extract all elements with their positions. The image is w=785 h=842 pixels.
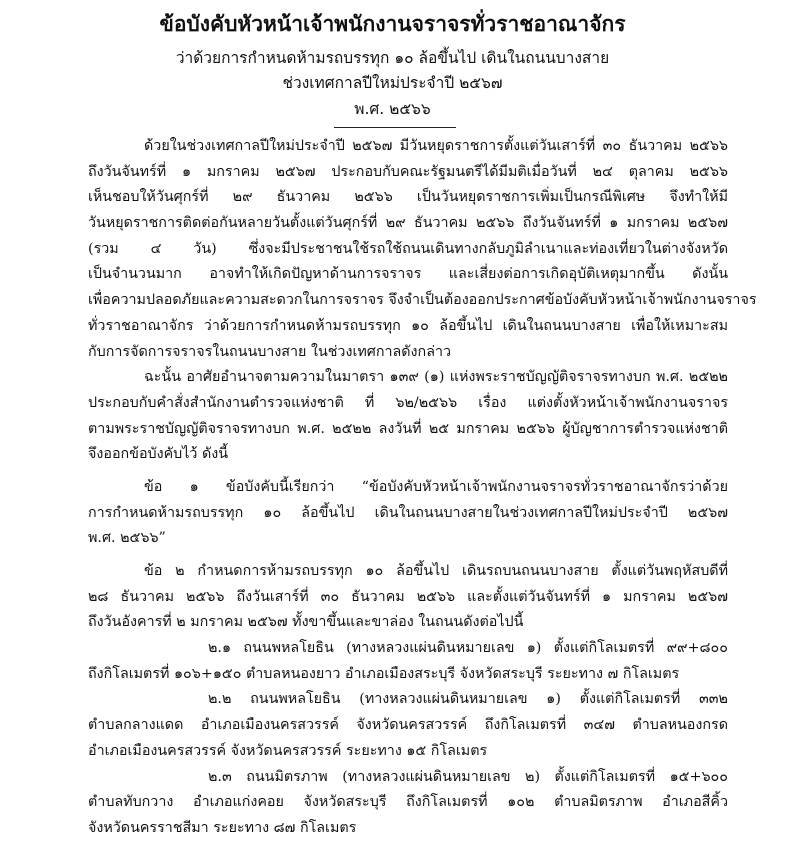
paragraph-clause-2-3 — [88, 765, 728, 842]
paragraph-authority — [88, 365, 728, 468]
text-line: จังหวัดนครราชสีมา ระยะทาง ๘๗ กิโลเมตร — [88, 819, 357, 836]
document-year: พ.ศ. ๒๕๖๖ — [354, 100, 431, 118]
text-line: ๒.๒ ถนนพหลโยธิน (ทางหลวงแผ่นดินหมายเลข ๑) ตั้งแต่กิโลเมตรที่ ๓๓๒ — [208, 691, 728, 708]
text-line: ทั่วราชอาณาจักร ว่าด้วยการกำหนดห้ามรถบรรทุก ๑๐ ล้อขึ้นไป เดินในถนนบางสาย เพื่อให้เหมาะสม — [88, 317, 728, 334]
text-line: ตำบลทับกวาง อำเภอแก่งคอย จังหวัดสระบุรี ถึงกิโลเมตรที่ ๑๐๒ ตำบลมิตรภาพ อำเภอสีคิ้ว — [88, 794, 728, 811]
document-period: ช่วงเทศกาลปีใหม่ประจำปี ๒๕๖๗ — [282, 74, 503, 92]
text-line: ฉะนั้น อาศัยอำนาจตามความในมาตรา ๑๓๙ (๑) แห่งพระราชบัญญัติจราจรทางบก พ.ศ. ๒๕๒๒ — [144, 369, 728, 386]
text-line: ถึงวันอังคารที่ ๒ มกราคม ๒๕๖๗ ทั้งขาขึ้นและขาล่อง ในถนนดังต่อไปนี้ — [88, 614, 524, 631]
text-line: จึงออกข้อบังคับไว้ ดังนี้ — [88, 446, 229, 463]
text-line: ๒๘ ธันวาคม ๒๕๖๖ ถึงวันเสาร์ที่ ๓๐ ธันวาคม ๒๕๖๖ และตั้งแต่วันจันทร์ที่ ๑ มกราคม ๒๕๖๗ — [88, 588, 728, 605]
title-divider — [334, 127, 456, 128]
text-line: การกำหนดห้ามรถบรรทุก ๑๐ ล้อขึ้นไป เดินในถนนบางสายในช่วงเทศกาลปีใหม่ประจำปี ๒๕๖๗ — [88, 504, 728, 521]
text-line: ข้อ ๑ ข้อบังคับนี้เรียกว่า “ข้อบังคับหัวหน้าเจ้าพนักงานจราจรทั่วราชอาณาจักรว่าด้วย — [144, 478, 728, 495]
text-line: เห็นชอบให้วันศุกร์ที่ ๒๙ ธันวาคม ๒๕๖๖ เป็นวันหยุดราชการเพิ่มเป็นกรณีพิเศษ จึงทำให้มี — [88, 189, 728, 206]
text-line: อำเภอเมืองนครสวรรค์ จังหวัดนครสวรรค์ ระยะทาง ๑๕ กิโลเมตร — [88, 742, 488, 759]
paragraph-clause-2-2 — [88, 687, 728, 764]
paragraph-gap — [88, 552, 728, 559]
text-line: พ.ศ. ๒๕๖๖” — [88, 530, 166, 547]
text-line: ๒.๓ ถนนมิตรภาพ (ทางหลวงแผ่นดินหมายเลข ๒) ตั้งแต่กิโลเมตรที่ ๑๕+๖๐๐ — [208, 768, 728, 785]
text-line: กับการจัดการจราจรในถนนบางสาย ในช่วงเทศกาลดังกล่าว — [88, 343, 452, 360]
text-line: ถึงกิโลเมตรที่ ๑๐๖+๑๕๐ ตำบลหนองยาว อำเภอเมืองสระบุรี จังหวัดสระบุรี ระยะทาง ๗ กิโลเมตร — [88, 665, 680, 682]
text-line: ตามพระราชบัญญัติจราจรทางบก พ.ศ. ๒๕๒๒ ลงวันที่ ๒๕ มกราคม ๒๕๖๖ ผู้บัญชาการตำรวจแห่งชาติ — [88, 420, 728, 437]
text-line: ด้วยในช่วงเทศกาลปีใหม่ประจำปี ๒๕๖๗ มีวันหยุดราชการตั้งแต่วันเสาร์ที่ ๓๐ ธันวาคม ๒๕๖๖ — [144, 138, 728, 154]
document-title: ข้อบังคับหัวหน้าเจ้าพนักงานจราจรทั่วราชอาณาจักร — [159, 11, 626, 36]
paragraph-preamble — [88, 134, 757, 365]
text-line: วันหยุดราชการติดต่อกันหลายวันตั้งแต่วันศุกร์ที่ ๒๙ ธันวาคม ๒๕๖๖ ถึงวันจันทร์ที่ ๑ มกราคม ๒๕๖๗ — [88, 215, 728, 232]
text-line: เพื่อความปลอดภัยและความสะดวกในการจราจร จึงจำเป็นต้องออกประกาศข้อบังคับหัวหน้าเจ้าพนักงานจราจร — [88, 292, 757, 309]
text-line: (รวม ๔ วัน) ซึ่งจะมีประชาชนใช้รถใช้ถนนเดินทางกลับภูมิลำเนาและท่องเที่ยวในต่างจังหวัด — [88, 240, 728, 257]
paragraph-clause-1 — [88, 475, 728, 552]
document-body — [88, 134, 757, 842]
text-line: ถึงวันจันทร์ที่ ๑ มกราคม ๒๕๖๗ ประกอบกับคณะรัฐมนตรีได้มีมติเมื่อวันที่ ๒๔ ตุลาคม ๒๕๖๖ — [88, 163, 728, 180]
text-line: เป็นจำนวนมาก อาจทำให้เกิดปัญหาด้านการจราจร และเสี่ยงต่อการเกิดอุบัติเหตุมากขึ้น ดังนั้น — [88, 266, 728, 283]
text-line: ข้อ ๒ กำหนดการห้ามรถบรรทุก ๑๐ ล้อขึ้นไป เดินรถบนถนนบางสาย ตั้งแต่วันพฤหัสบดีที่ — [144, 563, 728, 579]
text-line: ประกอบกับคำสั่งสำนักงานตำรวจแห่งชาติ ที่ ๖๒/๒๕๖๖ เรื่อง แต่งตั้งหัวหน้าเจ้าพนักงานจราจร — [88, 394, 728, 411]
document-subject: ว่าด้วยการกำหนดห้ามรถบรรทุก ๑๐ ล้อขึ้นไป เดินในถนนบางสาย — [175, 49, 610, 67]
paragraph-gap — [88, 468, 728, 475]
text-line: ตำบลกลางแดด อำเภอเมืองนครสวรรค์ จังหวัดนครสวรรค์ ถึงกิโลเมตรที่ ๓๔๗ ตำบลหนองกรด — [88, 717, 728, 734]
paragraph-clause-2-1 — [88, 636, 728, 687]
text-line: ๒.๑ ถนนพหลโยธิน (ทางหลวงแผ่นดินหมายเลข ๑) ตั้งแต่กิโลเมตรที่ ๙๙+๘๐๐ — [208, 640, 728, 657]
paragraph-clause-2 — [88, 559, 728, 636]
